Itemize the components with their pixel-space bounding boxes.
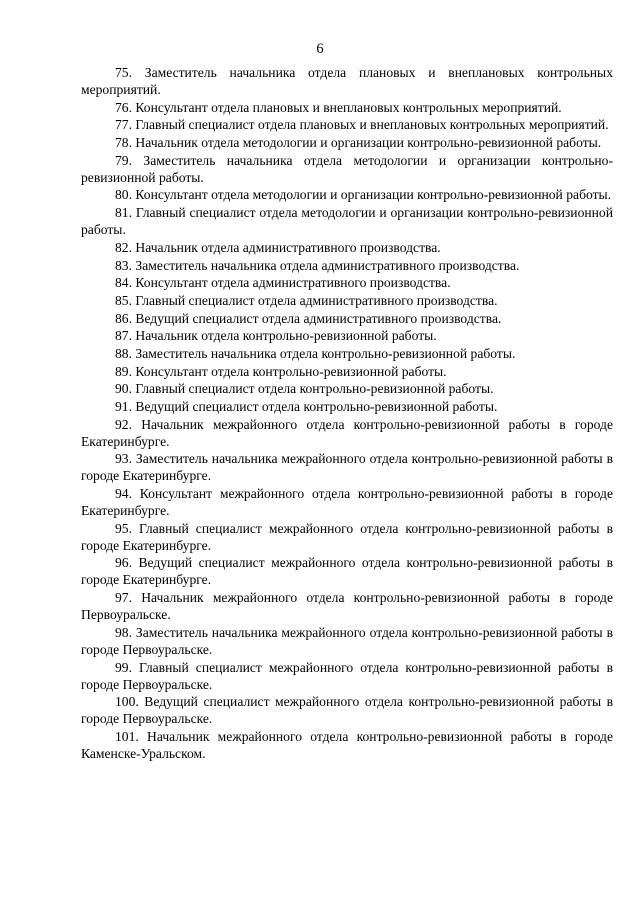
list-item: 75. Заместитель начальника отдела плановых и внеплановых контрольных мероприятий. xyxy=(81,65,613,97)
list-item: 76. Консультант отдела плановых и внеплановых контрольных мероприятий. xyxy=(115,99,562,115)
list-item: 90. Главный специалист отдела контрольно-ревизионной работы. xyxy=(115,381,494,397)
list-item: 84. Консультант отдела административного производства. xyxy=(115,275,451,291)
list-item: 85. Главный специалист отдела административного производства. xyxy=(115,292,498,308)
list-item: 88. Заместитель начальника отдела контрольно-ревизионной работы. xyxy=(115,345,516,361)
list-item: 93. Заместитель начальника межрайонного отдела контрольно-ревизионной работы в городе Екатеринбурге. xyxy=(81,451,613,484)
list-item: 95. Главный специалист межрайонного отдела контрольно-ревизионной работы в городе Екатеринбурге. xyxy=(81,520,613,553)
list-item: 97. Начальник межрайонного отдела контрольно-ревизионной работы в городе Первоуральске. xyxy=(81,590,613,623)
list-item: 99. Главный специалист межрайонного отдела контрольно-ревизионной работы в городе Первоуральске. xyxy=(81,659,613,692)
list-item: 98. Заместитель начальника межрайонного отдела контрольно-ревизионной работы в городе Первоуральске. xyxy=(81,624,613,657)
list-item: 87. Начальник отдела контрольно-ревизионной работы. xyxy=(115,328,437,344)
list-item: 100. Ведущий специалист межрайонного отдела контрольно-ревизионной работы в городе Первоуральске. xyxy=(81,694,613,727)
list-item: 79. Заместитель начальника отдела методологии и организации контрольно-ревизионной работы. xyxy=(81,152,613,185)
list-item: 83. Заместитель начальника отдела административного производства. xyxy=(115,257,520,273)
list-item: 96. Ведущий специалист межрайонного отдела контрольно-ревизионной работы в городе Екатеринбурге. xyxy=(81,555,613,588)
list-item: 91. Ведущий специалист отдела контрольно-ревизионной работы. xyxy=(115,399,498,414)
list-item: 89. Консультант отдела контрольно-ревизионной работы. xyxy=(115,363,447,379)
list-item: 81. Главный специалист отдела методологии и организации контрольно-ревизионной работы. xyxy=(81,205,613,238)
list-item: 78. Начальник отдела методологии и организации контрольно-ревизионной работы. xyxy=(115,135,602,151)
list-item: 92. Начальник межрайонного отдела контрольно-ревизионной работы в городе Екатеринбурге. xyxy=(81,416,613,449)
item-list xyxy=(81,64,613,762)
list-item: 77. Главный специалист отдела плановых и внеплановых контрольных мероприятий. xyxy=(115,117,609,133)
list-item: 94. Консультант межрайонного отдела контрольно-ревизионной работы в городе Екатеринбурге. xyxy=(81,486,613,519)
list-item: 82. Начальник отдела административного производства. xyxy=(115,239,441,255)
list-item: 86. Ведущий специалист отдела административного производства. xyxy=(115,310,502,326)
list-item: 101. Начальник межрайонного отдела контрольно-ревизионной работы в городе Каменске-Уральском. xyxy=(81,728,613,761)
list-item: 80. Консультант отдела методологии и организации контрольно-ревизионной работы. xyxy=(115,187,612,203)
page-number: 6 xyxy=(316,41,324,57)
